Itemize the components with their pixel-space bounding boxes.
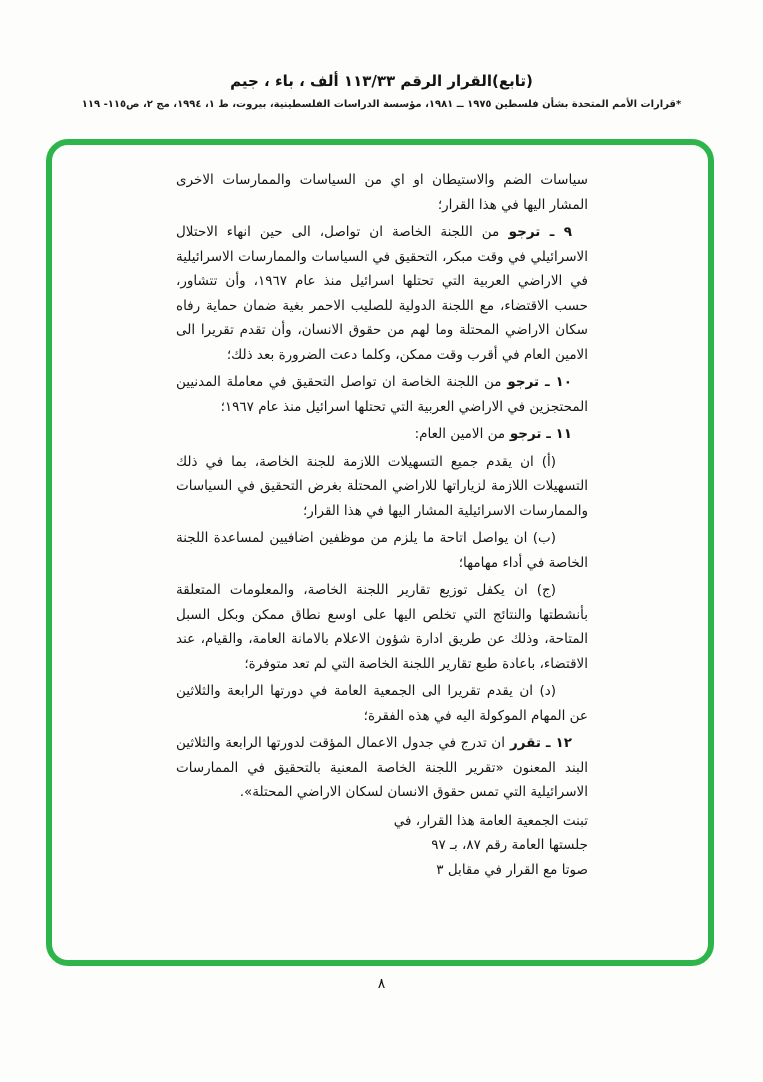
adoption-note-line: تبنت الجمعية العامة هذا القرار، في (393, 812, 588, 829)
paragraph-text: (أ) ان يقدم جميع التسهيلات اللازمة للجنة الخاصة، بما في ذلك التسهيلات اللازمة لزياراتها للاراضي المحتلة بغرض التحقيق في السياسات والممارسات الاسرائيلية المشار اليها في هذا القرار؛ (176, 453, 588, 519)
paragraph (176, 679, 588, 728)
adoption-note-line: جلستها العامة رقم ٨٧، بـ ٩٧ (431, 837, 588, 853)
paragraph (176, 526, 588, 575)
paragraph (176, 220, 588, 367)
source-citation: *قرارات الأمم المتحدة بشأن فلسطين ١٩٧٥ ــ ١٩٨١، مؤسسة الدراسات الفلسطينية، بيروت، ط ١، ١٩٩٤، مج ٢، ص١١٥- ١١٩ (81, 99, 682, 110)
paragraph-text: (ب) ان يواصل اتاحة ما يلزم من موظفين اضافيين لمساعدة اللجنة الخاصة في أداء مهامها؛ (176, 530, 588, 571)
paragraph (176, 422, 588, 447)
adoption-note (176, 809, 588, 883)
paragraph-text: ان تدرج في جدول الاعمال المؤقت لدورتها الرابعة والثلاثين البند المعنون «تقرير اللجنة الخاصة المعنية بالتحقيق في الممارسات الاسرائيلية التي تمس حقوق الانسان لسكان الاراضي المحتلة». (176, 735, 588, 800)
resolution-paragraphs (176, 168, 588, 805)
resolution-text-column (176, 168, 588, 882)
paragraph-lead: ١٠ ـ ترجو (501, 374, 572, 390)
paragraph-lead: ٩ ـ ترجو (499, 224, 572, 240)
paragraph (176, 578, 588, 676)
paragraph-lead: ١٢ ـ تقرر (504, 735, 572, 751)
paragraph (176, 168, 588, 217)
page-number: ٨ (377, 976, 386, 992)
paragraph-lead: ١١ ـ ترجو (505, 426, 572, 442)
paragraph-text: من الامين العام: (414, 426, 506, 442)
adoption-note-line: صوتا مع القرار في مقابل ٣ (436, 861, 588, 878)
paragraph-text: من اللجنة الخاصة ان تواصل التحقيق في معاملة المدنيين المحتجزين في الاراضي العربية التي تحتلها اسرائيل منذ عام ١٩٦٧؛ (176, 374, 588, 415)
paragraph-text: من اللجنة الخاصة ان تواصل، الى حين انهاء الاحتلال الاسرائيلي في وقت مبكر، التحقيق في السياسات والممارسات الاسرائيلية في الاراضي العربية التي تحتلها اسرائيل منذ عام ١٩٦٧، وأن تتشاور، حسب الاقتضاء، مع اللجنة الدولية للصليب الاحمر بغية ضمان حماية رفاه سكان الاراضي المحتلة وما لهم من حقوق الانسان، وأن تقدم تقريرا الى الامين العام في أقرب وقت ممكن، وكلما دعت الضرورة بعد ذلك؛ (176, 224, 589, 363)
paragraph (176, 731, 588, 805)
paragraph-text: (ج) ان يكفل توزيع تقارير اللجنة الخاصة، والمعلومات المتعلقة بأنشطتها والنتائج التي تخلص اليها على اوسع نطاق ممكن وبكل السبل المتاحة، وذلك عن طريق ادارة شؤون الاعلام بالامانة العامة، والقيام، عند الاقتضاء، باعادة طبع تقارير اللجنة الخاصة التي لم تعد متوفرة؛ (176, 582, 588, 672)
paragraph-text: (د) ان يقدم تقريرا الى الجمعية العامة في دورتها الرابعة والثلاثين عن المهام الموكولة اليه في هذه الفقرة؛ (176, 683, 588, 724)
paragraph (176, 450, 588, 524)
paragraph (176, 370, 588, 419)
page-header (0, 72, 763, 110)
paragraph-text: سياسات الضم والاستيطان او اي من السياسات والممارسات الاخرى المشار اليها في هذا القرار؛ (176, 172, 588, 213)
resolution-title: (تابع)القرار الرقم ١١٣/٣٣ ألف ، باء ، جيم (230, 72, 533, 90)
